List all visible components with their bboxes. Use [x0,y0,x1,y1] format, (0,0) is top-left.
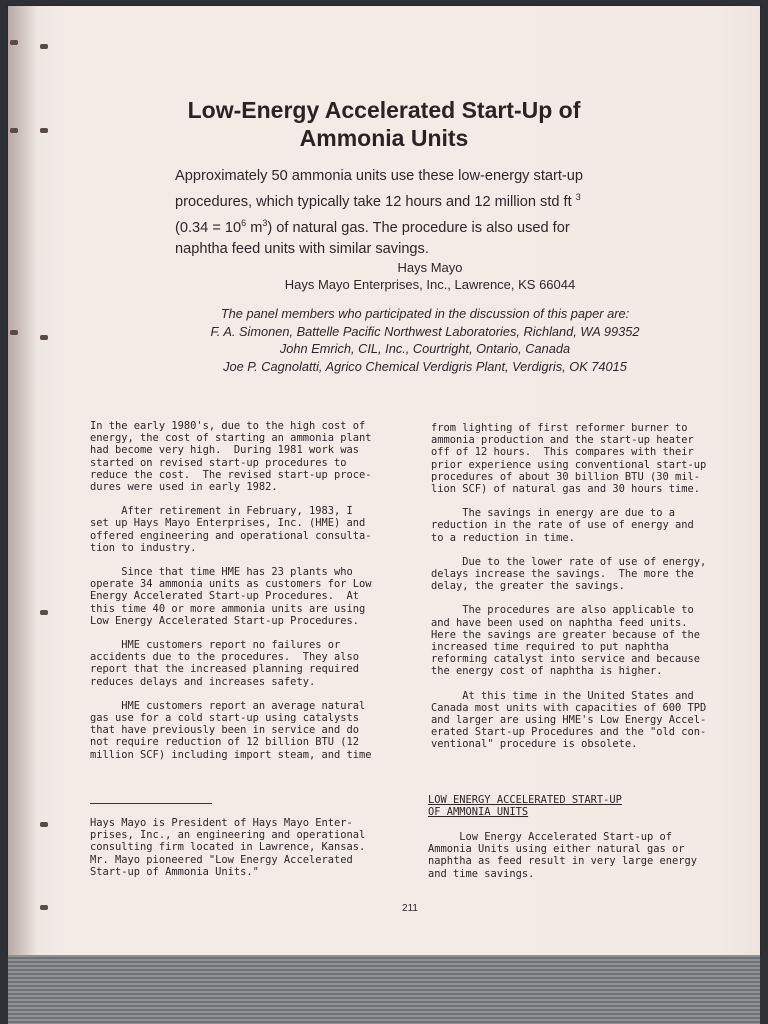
section-heading: LOW ENERGY ACCELERATED START-UP OF AMMONIA UNITS [428,794,622,819]
author-name: Hays Mayo [397,260,463,275]
abstract-line: naphtha feed units with similar savings. [175,240,429,257]
abstract-line-text: ) of natural gas. The procedure is also used for [267,219,570,236]
binding-mark [10,330,18,335]
abstract-line: Approximately 50 ammonia units use these low-energy start-up [175,168,584,184]
body-paragraph: from lighting of first reformer burner to ammonia production and the start-up heater off of 12 hours. This compares with their prior experience using conventional start-up procedures of about 30 billion BTU (30 mil- lion SCF) of natural gas and 30 hours time. [431,422,707,496]
body-paragraph: HME customers report no failures or accidents due to the procedures. They also report that the increased planning required reduces delays and increases safety. [90,639,359,688]
article-title [0,96,768,152]
page-number: 211 [402,903,418,914]
page-stack-edge [8,955,760,1024]
binding-mark [40,335,48,340]
body-paragraph: Since that time HME has 23 plants who operate 34 ammonia units as customers for Low Energy Accelerated Start-up Procedures. At this time 40 or more ammonia units are using Low Energy Accelerated Start-up Procedures. [90,566,372,627]
binding-mark [10,40,18,45]
body-paragraph: The procedures are also applicable to and have been used on naphtha feed units. Here the savings are greater because of the increased time required to put naphtha reforming catalyst into service and because the energy cost of naphtha is higher. [431,604,700,678]
title-line-2: Ammonia Units [299,125,469,151]
panel-member: Joe P. Cagnolatti, Agrico Chemical Verdigris Plant, Verdigris, OK 74015 [223,358,627,374]
superscript: 6 [241,217,247,228]
body-paragraph: The savings in energy are due to a reduction in the rate of use of energy and to a reduction in time. [431,507,694,544]
right-column [431,422,741,763]
title-line-1: Low-Energy Accelerated Start-Up of [187,97,581,123]
body-paragraph: In the early 1980's, due to the high cost of energy, the cost of starting an ammonia plant had become very high. During 1981 work was started on revised start-up procedures to reduce the cost. The revised start-up proce- dures were used in early 1982. [90,420,372,494]
binding-mark [40,610,48,615]
abstract-line-text: (0.34 = 10 [175,219,242,236]
panel-member: John Emrich, CIL, Inc., Courtright, Ontario, Canada [279,341,571,356]
abstract-line-text: m [246,219,263,236]
abstract-line [175,213,675,239]
panel-members [170,305,680,375]
section-paragraph: Low Energy Accelerated Start-up of Ammonia Units using either natural gas or naphtha as feed result in very large energy and time savings. [428,831,697,880]
abstract [175,166,675,260]
author-affiliation: Hays Mayo Enterprises, Inc., Lawrence, KS 66044 [284,277,576,292]
superscript: 3 [262,217,268,228]
left-column [90,420,400,773]
footnote-divider [90,803,212,804]
panel-intro: The panel members who participated in the discussion of this paper are: [220,306,630,321]
body-paragraph: At this time in the United States and Canada most units with capacities of 600 TPD and larger are using HME's Low Energy Accel- erated Start-up Procedures and the "old con- ventional" procedure is obsolete. [431,689,707,751]
body-paragraph: After retirement in February, 1983, I set up Hays Mayo Enterprises, Inc. (HME) and offered engineering and operational consulta- tion to industry. [90,505,372,554]
superscript: 3 [575,192,581,202]
binding-mark [40,44,48,49]
binding-mark [40,822,48,827]
abstract-line-text: procedures, which typically take 12 hours and 12 million std ft [175,193,572,210]
abstract-line [175,187,675,213]
author-footnote: Hays Mayo is President of Hays Mayo Enter- prises, Inc., an engineering and operational consulting firm located in Lawrence, Kansas. Mr. Mayo pioneered "Low Energy Accelerated Start-up of Ammonia Units." [90,817,366,878]
panel-member: F. A. Simonen, Battelle Pacific Northwest Laboratories, Richland, WA 99352 [210,323,640,339]
body-paragraph: HME customers report an average natural gas use for a cold start-up using catalysts that have previously been in service and do not require reduction of 12 billion BTU (12 million SCF) including import steam, and time [90,699,372,761]
body-paragraph: Due to the lower rate of use of energy, delays increase the savings. The more the delay, the greater the savings. [431,555,707,593]
author-block [230,259,630,293]
